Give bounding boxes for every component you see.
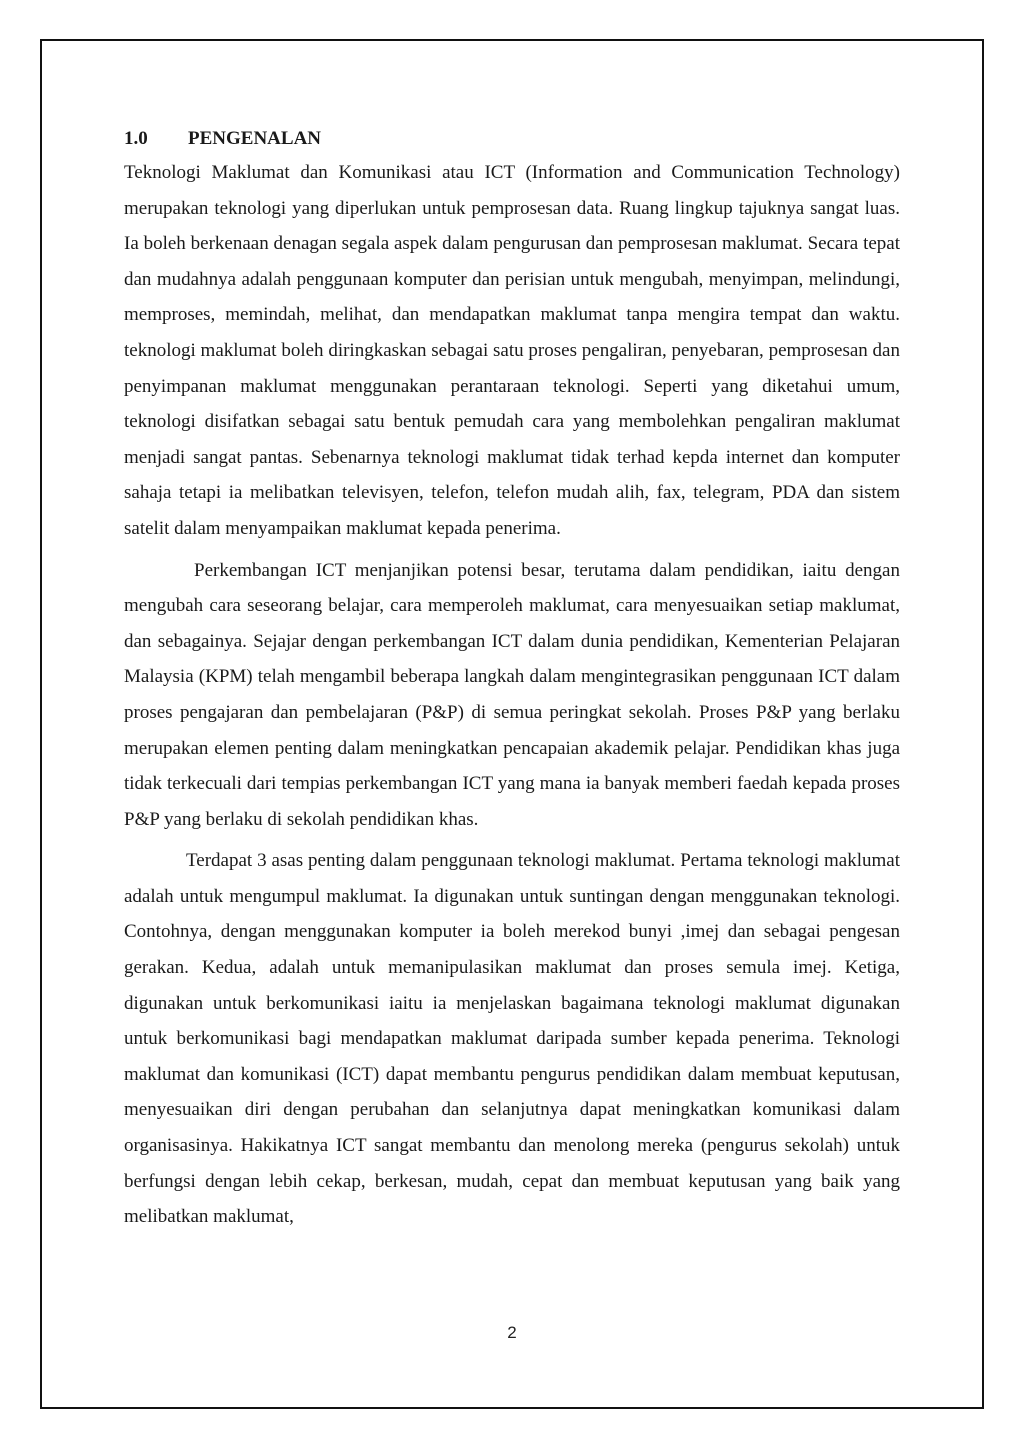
section-number: 1.0 [124,128,148,149]
document-body [124,124,900,1235]
section-heading [124,124,900,154]
paragraph-three-basics: Terdapat 3 asas penting dalam penggunaan teknologi maklumat. Pertama teknologi maklumat adalah untuk mengumpul maklumat. Ia digunakan untuk suntingan dengan menggunakan teknologi. Contohnya, dengan menggunakan komputer ia boleh merekod bunyi ,imej dan sebagai pengesan gerakan. Kedua, adalah untuk memanipulasikan maklumat dan proses semula imej. Ketiga, digunakan untuk berkomunikasi iaitu ia menjelaskan bagaimana teknologi maklumat digunakan untuk berkomunikasi bagi mendapatkan maklumat daripada sumber kepada penerima. Teknologi maklumat dan komunikasi (ICT) dapat membantu pengurus pendidikan dalam membuat keputusan, menyesuaikan diri dengan perubahan dan selanjutnya dapat meningkatkan komunikasi dalam organisasinya. Hakikatnya ICT sangat membantu dan menolong mereka (pengurus sekolah) untuk berfungsi dengan lebih cekap, berkesan, mudah, cepat dan membuat keputusan yang baik yang melibatkan maklumat, [124,850,900,1228]
section-title: PENGENALAN [188,128,322,149]
paragraph-ict-education: Perkembangan ICT menjanjikan potensi besar, terutama dalam pendidikan, iaitu dengan mengubah cara seseorang belajar, cara memperoleh maklumat, cara menyesuaikan setiap maklumat, dan sebagainya. Sejajar dengan perkembangan ICT dalam dunia pendidikan, Kementerian Pelajaran Malaysia (KPM) telah mengambil beberapa langkah dalam mengintegrasikan penggunaan ICT dalam proses pengajaran dan pembelajaran (P&P) di semua peringkat sekolah. Proses P&P yang berlaku merupakan elemen penting dalam meningkatkan pencapaian akademik pelajar. Pendidikan khas juga tidak terkecuali dari tempias perkembangan ICT yang mana ia banyak memberi faedah kepada proses P&P yang berlaku di sekolah pendidikan khas. [124,559,900,830]
paragraph-introduction: Teknologi Maklumat dan Komunikasi atau ICT (Information and Communication Technology) merupakan teknologi yang diperlukan untuk pemprosesan data. Ruang lingkup tajuknya sangat luas. Ia boleh berkenaan denagan segala aspek dalam pengurusan dan pemprosesan maklumat. Secara tepat dan mudahnya adalah penggunaan komputer dan perisian untuk mengubah, menyimpan, melindungi, memproses, memindah, melihat, dan mendapatkan maklumat tanpa mengira tempat dan waktu. teknologi maklumat boleh diringkaskan sebagai satu proses pengaliran, penyebaran, pemprosesan dan penyimpanan maklumat menggunakan perantaraan teknologi. Seperti yang diketahui umum, teknologi disifatkan sebagai satu bentuk pemudah cara yang membolehkan pengaliran maklumat menjadi sangat pantas. Sebenarnya teknologi maklumat tidak terhad kepda internet dan komputer sahaja tetapi ia melibatkan televisyen, telefon, telefon mudah alih, fax, telegram, PDA dan sistem satelit dalam menyampaikan maklumat kepada penerima. [124,162,900,539]
page-number: 2 [507,1323,517,1342]
